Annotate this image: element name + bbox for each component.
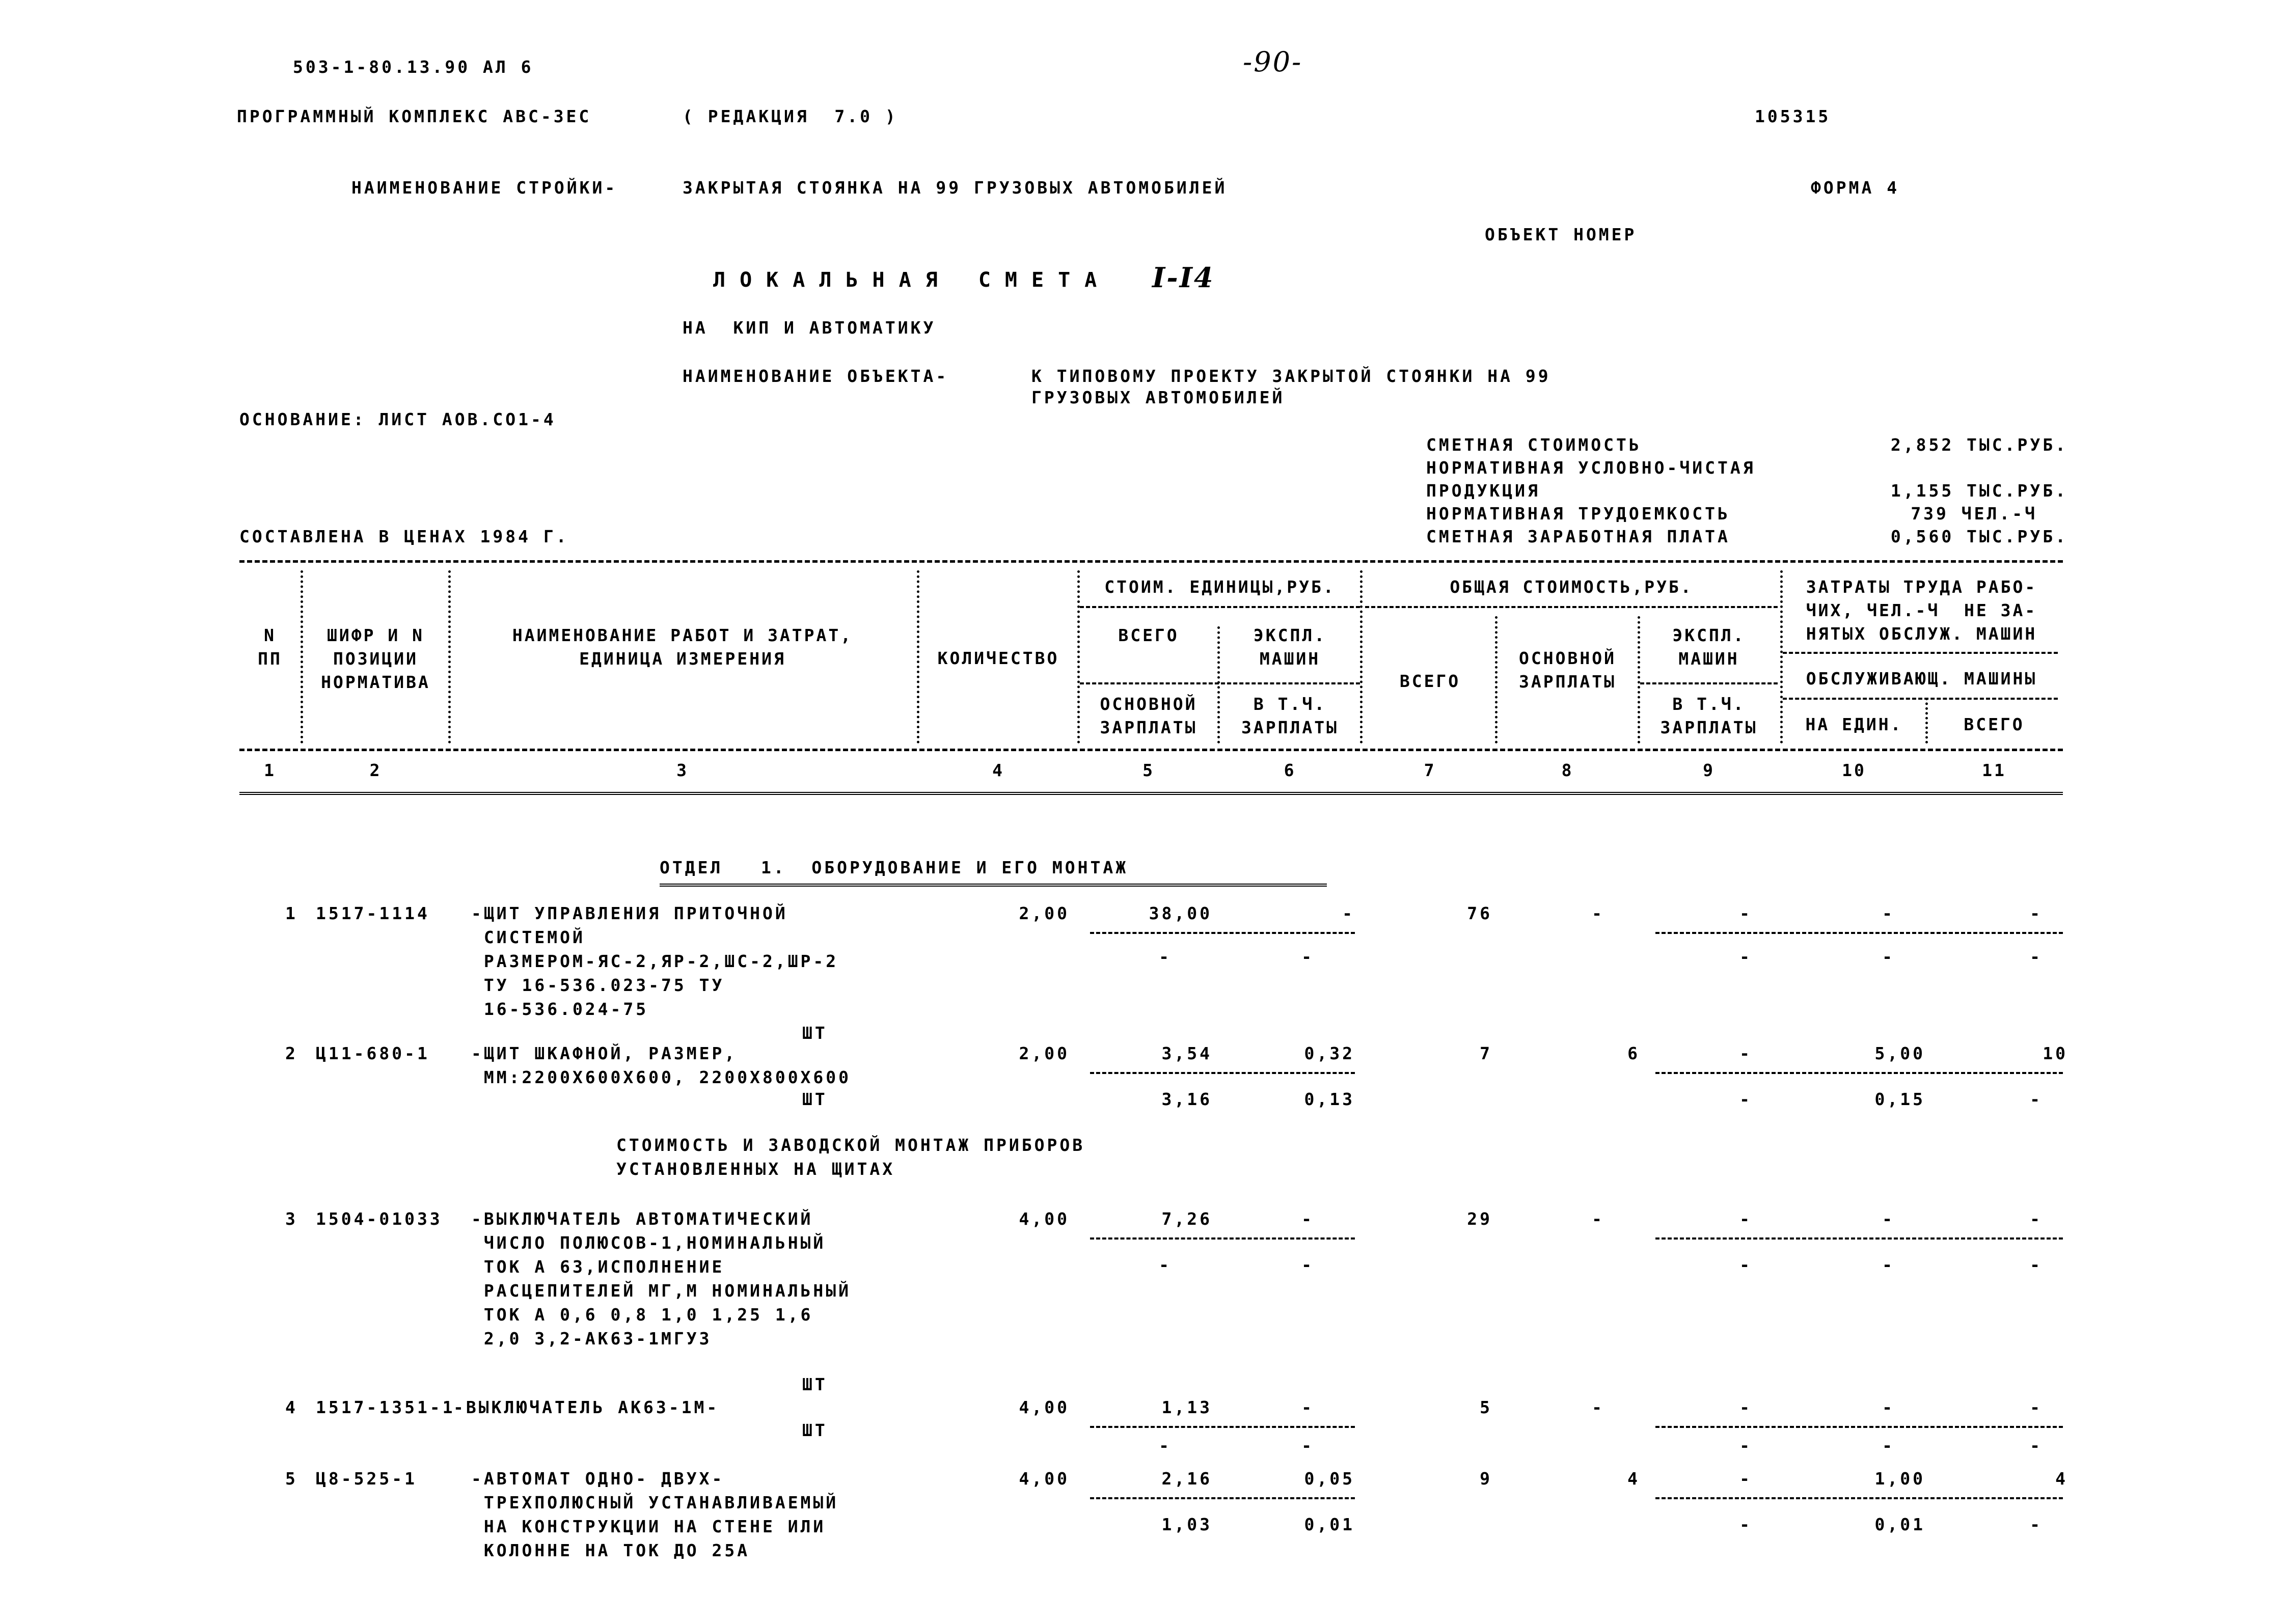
row-labor-total-mach: - [2030, 1436, 2043, 1455]
row-unit-main-wage: - [1159, 1436, 1172, 1455]
row-name: -ЩИТ УПРАВЛЕНИЯ ПРИТОЧНОЙ СИСТЕМОЙ РАЗМЕРОМ-ЯС-2,ЯР-2,ШС-2,ШР-2 ТУ 16-536.023-75 ТУ 16-536.024-75 [471, 903, 839, 1019]
row-qty: 4,00 [1019, 1397, 1070, 1417]
col-header-labor: ЗАТРАТЫ ТРУДА РАБО- ЧИХ, ЧЕЛ.-Ч НЕ ЗА- НЯТЫХ ОБСЛУЖ. МАШИН [1806, 577, 2037, 644]
row-labor-unit-mach: - [1882, 947, 1895, 967]
col-header-total-cost: ОБЩАЯ СТОИМОСТЬ,РУБ. [1450, 577, 1693, 597]
row-total-mach: - [1739, 903, 1752, 923]
row-total-all: 9 [1480, 1469, 1492, 1489]
row-total-mach-wage: - [1739, 947, 1752, 967]
price-basis: СОСТАВЛЕНА В ЦЕНАХ 1984 Г. [239, 527, 569, 546]
column-number: 8 [1561, 760, 1574, 780]
row-total-mach-wage: - [1739, 1255, 1752, 1275]
col-header-total-all: ВСЕГО [1399, 671, 1461, 691]
col-header-n: N ПП [258, 625, 282, 669]
col-header-unit-mach-wage: В Т.Ч. ЗАРПЛАТЫ [1241, 694, 1339, 737]
column-number: 4 [992, 760, 1004, 780]
col-header-total-mach: ЭКСПЛ. МАШИН [1672, 625, 1746, 669]
row-labor-total-mach: - [2030, 1515, 2043, 1534]
summary-value: 0,560 ТЫС.РУБ. [1890, 527, 2068, 546]
row-name: -АВТОМАТ ОДНО- ДВУХ- ТРЕХПОЛЮСНЫЙ УСТАНАВЛИВАЕМЫЙ НА КОНСТРУКЦИИ НА СТЕНЕ ИЛИ КОЛОННЕ НА ТОК ДО 25А [471, 1469, 839, 1560]
row-unit-mach: - [1301, 1209, 1314, 1229]
row-name: -ВЫКЛЮЧАТЕЛЬ АК63-1М- [453, 1397, 720, 1417]
col-header-labor-service: ОБСЛУЖИВАЮЩ. МАШИНЫ [1806, 669, 2037, 689]
row-labor-unit: 1,00 [1874, 1469, 1925, 1489]
row-unit-total: 2,16 [1161, 1469, 1212, 1489]
row-labor-unit: - [1882, 1209, 1895, 1229]
summary-label: НОРМАТИВНАЯ УСЛОВНО-ЧИСТАЯ [1426, 458, 1756, 478]
column-number: 9 [1703, 760, 1715, 780]
row-total-main-wage: - [1592, 903, 1604, 923]
row-number: 1 [285, 903, 298, 923]
col-header-code: ШИФР И N ПОЗИЦИИ НОРМАТИВА [321, 625, 430, 692]
row-unit-mach-wage: - [1301, 947, 1314, 967]
row-total-mach: - [1739, 1209, 1752, 1229]
row-labor-unit-mach: 0,15 [1874, 1089, 1925, 1109]
object-name-line2: ГРУЗОВЫХ АВТОМОБИЛЕЙ [1031, 388, 1285, 407]
row-unit-mach: 0,05 [1304, 1469, 1355, 1489]
object-label: НАИМЕНОВАНИЕ ОБЪЕКТА- [683, 366, 949, 386]
table-rule [239, 560, 2063, 563]
row-unit-mach: 0,32 [1304, 1043, 1355, 1063]
row-labor-unit-mach: 0,01 [1874, 1515, 1925, 1534]
row-unit-main-wage: - [1159, 947, 1172, 967]
row-total-main-wage: - [1592, 1397, 1604, 1417]
section-title: ОТДЕЛ 1. ОБОРУДОВАНИЕ И ЕГО МОНТАЖ [660, 858, 1129, 877]
row-total-mach-wage: - [1739, 1089, 1752, 1109]
row-unit-mach-wage: - [1301, 1436, 1314, 1455]
row-qty: 4,00 [1019, 1469, 1070, 1489]
column-divider [1360, 570, 1363, 744]
row-unit-main-wage: 1,03 [1161, 1515, 1212, 1534]
row-unit-total: 38,00 [1149, 903, 1212, 923]
row-total-main-wage: - [1592, 1209, 1604, 1229]
row-sub-rule [1655, 1426, 2063, 1428]
row-unit-mach: - [1301, 1397, 1314, 1417]
software-edition: ( РЕДАКЦИЯ 7.0 ) [683, 106, 898, 126]
row-unit-main-wage: 3,16 [1161, 1089, 1212, 1109]
header-sub-rule [1783, 652, 2058, 654]
row-sub-rule [1090, 1426, 1355, 1428]
row-code: Ц8-525-1 [316, 1469, 417, 1489]
row-sub-rule [1090, 932, 1355, 934]
col-header-unit-main-wage: ОСНОВНОЙ ЗАРПЛАТЫ [1100, 694, 1198, 737]
basis: ОСНОВАНИЕ: ЛИСТ АОВ.СО1-4 [239, 409, 556, 429]
row-labor-unit: 5,00 [1874, 1043, 1925, 1063]
row-sub-rule [1655, 932, 2063, 934]
summary-label: НОРМАТИВНАЯ ТРУДОЕМКОСТЬ [1426, 504, 1730, 524]
row-unit-mach-wage: - [1301, 1255, 1314, 1275]
document-title: ЛОКАЛЬНАЯ СМЕТА [713, 268, 1111, 292]
column-number: 1 [264, 760, 276, 780]
column-number: 7 [1424, 760, 1436, 780]
header-sub-rule [1783, 698, 2058, 700]
row-code: Ц11-680-1 [316, 1043, 430, 1063]
summary-value: 739 ЧЕЛ.-Ч [1911, 504, 2037, 524]
row-total-all: 7 [1480, 1043, 1492, 1063]
col-header-unit-cost: СТОИМ. ЕДИНИЦЫ,РУБ. [1104, 577, 1336, 597]
row-total-mach: - [1739, 1469, 1752, 1489]
summary-label: ПРОДУКЦИЯ [1426, 481, 1540, 501]
column-number: 6 [1284, 760, 1296, 780]
table-rule [239, 749, 2063, 751]
object-number: ОБЪЕКТ НОМЕР [1485, 225, 1637, 244]
row-total-mach-wage: - [1739, 1436, 1752, 1455]
row-total-all: 5 [1480, 1397, 1492, 1417]
row-total-mach: - [1739, 1397, 1752, 1417]
col-header-qty: КОЛИЧЕСТВО [937, 648, 1059, 668]
row-number: 2 [285, 1043, 298, 1063]
row-unit-total: 1,13 [1161, 1397, 1212, 1417]
col-header-total-mach-wage: В Т.Ч. ЗАРПЛАТЫ [1660, 694, 1758, 737]
construction-label: НАИМЕНОВАНИЕ СТРОЙКИ- [351, 178, 618, 198]
row-code: 1517-1114 [316, 903, 430, 923]
row-unit-mach-wage: 0,01 [1304, 1515, 1355, 1534]
row-total-all: 29 [1467, 1209, 1492, 1229]
row-sub-rule [1090, 1072, 1355, 1074]
row-unit-mach: - [1342, 903, 1355, 923]
header-sub-rule [1080, 682, 1360, 684]
row-sub-rule [1655, 1237, 2063, 1240]
row-name: -ЩИТ ШКАФНОЙ, РАЗМЕР, ММ:2200Х600Х600, 2200Х800Х600 [471, 1043, 852, 1087]
row-total-mach: - [1739, 1043, 1752, 1063]
column-number: 5 [1142, 760, 1155, 780]
software-name: ПРОГРАММНЫЙ КОМПЛЕКС АВС-3ЕС [237, 106, 592, 126]
summary-value: 2,852 ТЫС.РУБ. [1890, 435, 2068, 455]
row-total-all: 76 [1467, 903, 1492, 923]
row-unit: ШТ [802, 1023, 828, 1043]
row-number: 5 [285, 1469, 298, 1489]
header-sub-rule [1080, 606, 1360, 608]
object-name-line1: К ТИПОВОМУ ПРОЕКТУ ЗАКРЫТОЙ СТОЯНКИ НА 99 [1031, 366, 1551, 386]
row-total-main-wage: 4 [1627, 1469, 1640, 1489]
row-name: -ВЫКЛЮЧАТЕЛЬ АВТОМАТИЧЕСКИЙ ЧИСЛО ПОЛЮСОВ-1,НОМИНАЛЬНЫЙ ТОК А 63,ИСПОЛНЕНИЕ РАСЦЕПИТЕЛЕЙ МГ,М НОМИНАЛЬНЫЙ ТОК А 0,6 0,8 1,0 1,25 1,6 2,0 3,2-АК63-1МГУ3 [471, 1209, 852, 1348]
row-qty: 4,00 [1019, 1209, 1070, 1229]
row-labor-total-mach: - [2030, 1089, 2043, 1109]
row-labor-total: 4 [2055, 1469, 2068, 1489]
column-number: 3 [676, 760, 689, 780]
summary-value: 1,155 ТЫС.РУБ. [1890, 481, 2068, 501]
column-number: 2 [369, 760, 382, 780]
row-qty: 2,00 [1019, 903, 1070, 923]
column-number: 10 [1842, 760, 1866, 780]
header-sub-rule [1365, 606, 1778, 608]
section-subheading: СТОИМОСТЬ И ЗАВОДСКОЙ МОНТАЖ ПРИБОРОВ УСТАНОВЛЕННЫХ НА ЩИТАХ [616, 1135, 1085, 1179]
row-labor-total: 10 [2043, 1043, 2068, 1063]
row-unit-mach-wage: 0,13 [1304, 1089, 1355, 1109]
document-id: 105315 [1755, 106, 1831, 126]
col-header-labor-total: ВСЕГО [1964, 714, 2025, 734]
estimate-number: I-I4 [1152, 261, 1215, 294]
row-number: 3 [285, 1209, 298, 1229]
col-header-unit-mach: ЭКСПЛ. МАШИН [1253, 625, 1327, 669]
row-sub-rule [1090, 1497, 1355, 1499]
row-sub-rule [1090, 1237, 1355, 1240]
row-code: 1517-1351-1 [316, 1397, 455, 1417]
row-number: 4 [285, 1397, 298, 1417]
row-code: 1504-01033 [316, 1209, 443, 1229]
row-unit: ШТ [802, 1374, 828, 1394]
row-labor-total: - [2030, 1397, 2043, 1417]
table-rule [239, 792, 2063, 797]
col-header-name: НАИМЕНОВАНИЕ РАБОТ И ЗАТРАТ, ЕДИНИЦА ИЗМЕРЕНИЯ [512, 625, 853, 669]
summary-label: СМЕТНАЯ ЗАРАБОТНАЯ ПЛАТА [1426, 527, 1730, 546]
row-unit-total: 3,54 [1161, 1043, 1212, 1063]
row-total-main-wage: 6 [1627, 1043, 1640, 1063]
page-number: -90- [1243, 46, 1303, 78]
row-sub-rule [1655, 1497, 2063, 1499]
header-sub-rule [1640, 682, 1778, 684]
estimate-subject: НА КИП И АВТОМАТИКУ [683, 318, 936, 338]
col-header-unit-total: ВСЕГО [1118, 625, 1179, 645]
construction-name: ЗАКРЫТАЯ СТОЯНКА НА 99 ГРУЗОВЫХ АВТОМОБИЛЕЙ [683, 178, 1228, 198]
column-number: 11 [1982, 760, 2006, 780]
row-unit: ШТ [802, 1420, 828, 1440]
row-labor-total-mach: - [2030, 947, 2043, 967]
row-labor-total-mach: - [2030, 1255, 2043, 1275]
col-header-total-main-wage: ОСНОВНОЙ ЗАРПЛАТЫ [1519, 648, 1616, 692]
row-labor-total: - [2030, 903, 2043, 923]
section-underline [660, 884, 1327, 889]
row-unit-main-wage: - [1159, 1255, 1172, 1275]
row-labor-total: - [2030, 1209, 2043, 1229]
row-total-mach-wage: - [1739, 1515, 1752, 1534]
form-number: ФОРМА 4 [1811, 178, 1900, 198]
row-unit: ШТ [802, 1089, 828, 1109]
row-sub-rule [1655, 1072, 2063, 1074]
row-labor-unit-mach: - [1882, 1255, 1895, 1275]
row-qty: 2,00 [1019, 1043, 1070, 1063]
row-labor-unit-mach: - [1882, 1436, 1895, 1455]
document-code: 503-1-80.13.90 АЛ 6 [293, 57, 534, 77]
row-labor-unit: - [1882, 1397, 1895, 1417]
row-labor-unit: - [1882, 903, 1895, 923]
row-unit-total: 7,26 [1161, 1209, 1212, 1229]
col-header-labor-unit: НА ЕДИН. [1805, 714, 1903, 734]
summary-label: СМЕТНАЯ СТОИМОСТЬ [1426, 435, 1642, 455]
